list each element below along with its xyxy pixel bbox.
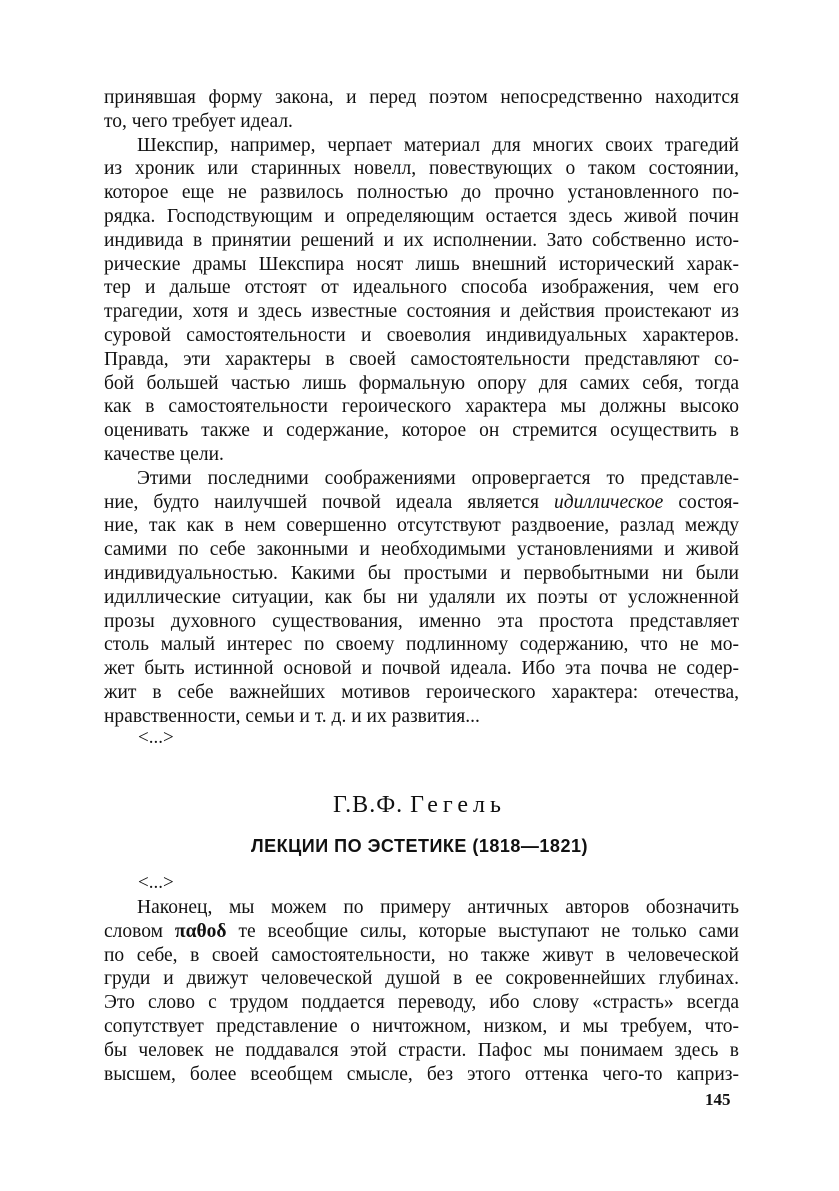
author-initials: Г.В.Ф. <box>333 792 404 818</box>
italic-term: идиллическое <box>554 491 664 513</box>
text-line: нравственности, семьи и т. д. и их развития... <box>104 705 480 727</box>
text-line: прозы духовного существования, именно эта простота представляет <box>104 610 739 632</box>
text-line: высшем, более всеобщем смысле, без этого оттенка чего-то каприз- <box>104 1063 739 1085</box>
paragraph-first-line: Этими последними соображениями опровергается то представле- <box>137 467 739 489</box>
text-line: как в самостоятельности героического характера мы должны высоко <box>104 396 739 418</box>
section-text <box>104 896 739 1086</box>
paragraph-first-line: Наконец, мы можем по примеру античных авторов обозначить <box>137 897 739 918</box>
section-title: ЛЕКЦИИ ПО ЭСТЕТИКЕ (1818—1821) <box>251 836 588 856</box>
paragraph-first-line: Шекспир, например, черпает материал для многих своих трагедий <box>137 134 739 156</box>
main-text <box>104 86 739 729</box>
text-line: по себе, в своей самостоятельности, но также живут в человеческой <box>104 944 739 966</box>
text-line: столь малый интерес по своему подлинному содержанию, что не мо- <box>104 634 739 656</box>
text-line: жит в себе важнейших мотивов героического характера: отечества, <box>104 681 739 703</box>
text-line: рические драмы Шекспира носят лишь внешний исторический харак- <box>104 253 739 275</box>
omission-mark: <...> <box>138 727 174 748</box>
text-line-with-greek <box>104 920 739 944</box>
text-line: жет быть истинной основой и почвой идеала. Ибо эта почва не содер- <box>104 658 739 680</box>
text-line: рядка. Господствующим и определяющим остается здесь живой почин <box>104 205 739 227</box>
author-heading <box>0 792 839 819</box>
text-line: сопутствует представление о ничтожном, низком, и мы требуем, что- <box>104 1015 739 1037</box>
text-line: индивидуальностью. Какими бы простыми и первобытными ни были <box>104 562 739 584</box>
text-line: индивида в принятии решений и их исполнении. Зато собственно исто- <box>104 229 739 251</box>
text-line: оценивать также и содержание, которое он стремится осуществить в <box>104 420 739 442</box>
text-line: груди и движут человеческой душой в ее сокровеннейших глубинах. <box>104 968 739 990</box>
text-line: бы человек не поддавался этой страсти. Пафос мы понимаем здесь в <box>104 1039 739 1061</box>
text-line-with-italic <box>104 491 739 515</box>
text-line: бой большей частью лишь формальную опору для самих себя, тогда <box>104 372 739 394</box>
text-line: Это слово с трудом поддается переводу, ибо слову «страсть» всегда <box>104 992 739 1014</box>
text-segment: ние, будто наилучшей почвой идеала является <box>104 491 555 513</box>
text-line: то, чего требует идеал. <box>104 110 293 132</box>
text-line: трагедии, хотя и здесь известные состояния и действия проистекают из <box>104 301 739 323</box>
text-segment: словом <box>104 920 175 942</box>
text-line: ние, так как в нем совершенно отсутствуют раздвоение, разлад между <box>104 515 739 537</box>
omission-mark: <...> <box>138 872 174 893</box>
text-line: которое еще не развилось полностью до прочно установленного по- <box>104 182 739 204</box>
text-line: принявшая форму закона, и перед поэтом непосредственно находится <box>104 87 739 108</box>
text-segment: те всеобщие силы, которые выступают не только сами <box>226 920 739 942</box>
text-line: из хроник или старинных новелл, повествующих о таком состоянии, <box>104 158 739 180</box>
text-line: самими по себе законными и необходимыми установлениями и живой <box>104 539 739 561</box>
text-line: суровой самостоятельности и своеволия индивидуальных характеров. <box>104 324 739 346</box>
author-surname: Гегель <box>410 792 506 818</box>
page-number: 145 <box>705 1090 731 1109</box>
text-line: идиллические ситуации, как бы ни удаляли их поэты от усложненной <box>104 586 739 608</box>
text-line: тер и дальше отстоят от идеального способа изображения, чем его <box>104 277 739 299</box>
text-line: Правда, эти характеры в своей самостоятельности представляют со- <box>104 348 739 370</box>
greek-word: παθοδ <box>174 920 227 942</box>
text-line: качестве цели. <box>104 443 224 465</box>
text-segment: состоя- <box>663 491 740 513</box>
